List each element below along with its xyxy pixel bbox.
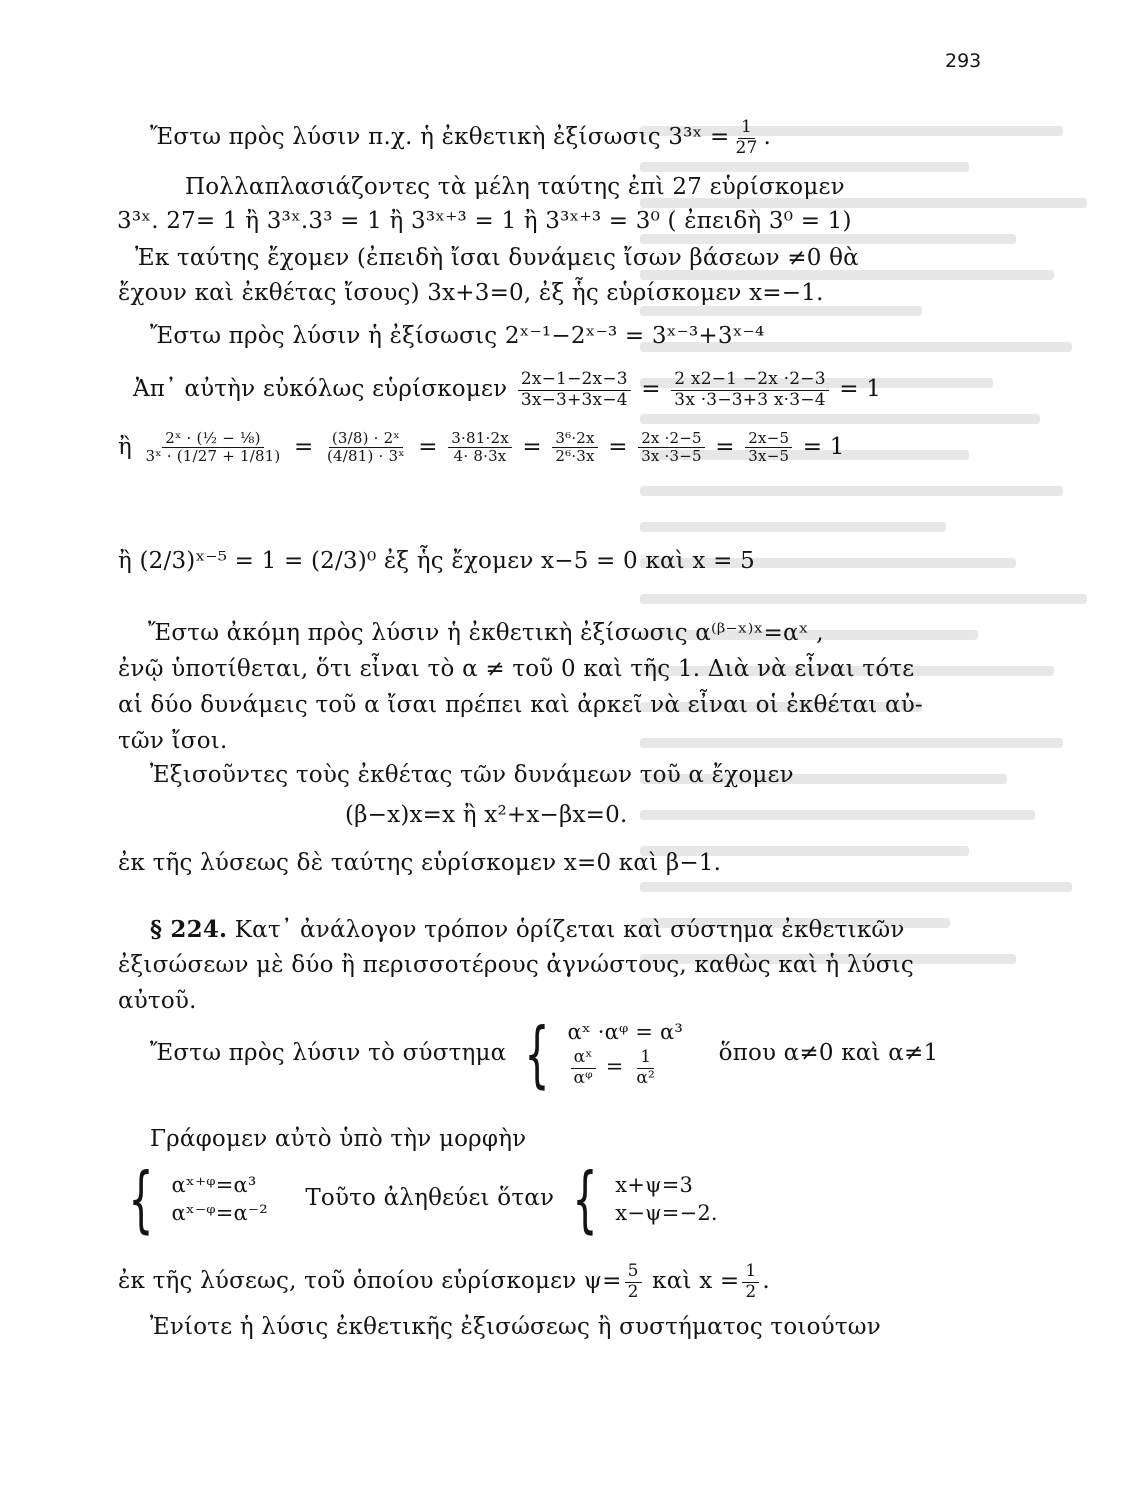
system-line-22: { αˣ⁺ᵠ=α³ αˣ⁻ᵠ=α⁻² Τοῦτο ἀληθεύει ὅταν { x+ψ=3 x−ψ=−2. (128, 1157, 718, 1241)
page-number: 293 (945, 50, 982, 72)
text-line-11: ἐνῷ ὑποτίθεται, ὅτι εἶναι τὸ α ≠ τοῦ 0 καὶ τῆς 1. Διὰ νὰ εἶναι τότε (118, 656, 915, 682)
text-line-18: ἐξισώσεων μὲ δύο ἢ περισσοτέρους ἀγνώστους, καθὼς καὶ ἡ λύσις (118, 952, 914, 978)
text-line-24: Ἐνίοτε ἡ λύσις ἐκθετικῆς ἐξισώσεως ἢ συστήματος τοιούτων (150, 1314, 881, 1340)
left-brace: { (572, 1157, 598, 1241)
left-brace: { (128, 1157, 154, 1241)
text-line-6: Ἔστω πρὸς λύσιν ἡ ἐξίσωσις 2ˣ⁻¹−2ˣ⁻³ = 3ˣ⁻³+3ˣ⁻⁴ (150, 323, 765, 349)
text-line-16: ἐκ τῆς λύσεως δὲ ταύτης εὑρίσκομεν x=0 καὶ β−1. (118, 850, 722, 876)
text-line-19: αὐτοῦ. (118, 988, 197, 1014)
left-brace: { (524, 1012, 550, 1096)
text-line-10: Ἔστω ἀκόμη πρὸς λύσιν ἡ ἐκθετικὴ ἐξίσωσις α⁽ᵝ⁻ˣ⁾ˣ=αˣ , (148, 620, 824, 646)
text-line-14: Ἐξισοῦντες τοὺς ἐκθέτας τῶν δυνάμεων τοῦ α ἔχομεν (150, 762, 794, 788)
text-line-5: ἔχουν καὶ ἐκθέτας ἴσους) 3x+3=0, ἐξ ἧς εὑρίσκομεν x=−1. (118, 280, 824, 306)
text-line-4: Ἐκ ταύτης ἔχομεν (ἐπειδὴ ἴσαι δυνάμεις ἴσων βάσεων ≠0 θὰ (135, 245, 859, 271)
equation-line-15: (β−x)x=x ἢ x²+x−βx=0. (345, 802, 628, 828)
equation-line-3: 3³ˣ. 27= 1 ἢ 3³ˣ.3³ = 1 ἢ 3³ˣ⁺³ = 1 ἢ 3³ˣ⁺³ = 3⁰ ( ἐπειδὴ 3⁰ = 1) (117, 208, 852, 234)
text-line-2: Πολλαπλασιάζοντες τὰ μέλη ταύτης ἐπὶ 27 εὑρίσκομεν (185, 174, 845, 200)
equation-line-9: ἢ (2/3)ˣ⁻⁵ = 1 = (2/3)⁰ ἐξ ἧς ἔχομεν x−5 = 0 καὶ x = 5 (118, 548, 755, 574)
text-line-17: § 224. Κατ᾽ ἀνάλογον τρόπον ὁρίζεται καὶ σύστημα ἐκθετικῶν (150, 916, 905, 943)
equation-line-8: ἢ $\frac{\text{2ˣ · (½ − ⅛)}}{\text{3ˣ · (1/27 + 1/81)}}$ = $\frac{\text{(3/8) · 2ˣ}}{\text{(4/81) · 3ˣ}}$ = $\frac{3\cdot 81\cdot 2x}{4\cdot 8\cdot 3x}$ = $\frac{\text{3⁶·2x}}{\text{2⁶·3x}}$ = $\frac{2x \cdot 2-5}{3x \cdot 3-5}$ = $\frac{2x-5}{3x-5}$ = 1 (118, 429, 845, 466)
text-line-21: Γράφομεν αὐτὸ ὑπὸ τὴν μορφὴν (150, 1126, 527, 1152)
text-line-13: τῶν ἴσοι. (118, 728, 228, 754)
text-line-23: ἐκ τῆς λύσεως, τοῦ ὁποίου εὑρίσκομεν ψ= $\frac{5}{2}$ καὶ x = $\frac{1}{2}$ . (118, 1261, 770, 1302)
section-label: § 224. (150, 916, 228, 943)
text-line-1: Ἔστω πρὸς λύσιν π.χ. ἡ ἐκθετικὴ ἐξίσωσις 3³ˣ = $\frac{1}{27}$ . (150, 117, 772, 158)
system-line-20: Ἔστω πρὸς λύσιν τὸ σύστημα { αˣ ·αᵠ = α³ $\frac{\text{αˣ}}{\text{αᵠ}}$ = $\frac{1}{\text{α²}}$ ὅπου α≠0 καὶ α≠1 (150, 1012, 939, 1096)
equation-line-7: Ἀπ᾽ αὐτὴν εὐκόλως εὑρίσκομεν $\frac{2x-1-2x-3}{3x-3+3x-4}$ = $\frac{2 x2-1 -2x \cdot 2-3}{3x \cdot 3-3+3 x\cdot 3-4}$ = 1 (133, 369, 882, 410)
text-line-12: αἱ δύο δυνάμεις τοῦ α ἴσαι πρέπει καὶ ἀρκεῖ νὰ εἶναι οἱ ἐκθέται αὐ- (118, 692, 923, 718)
